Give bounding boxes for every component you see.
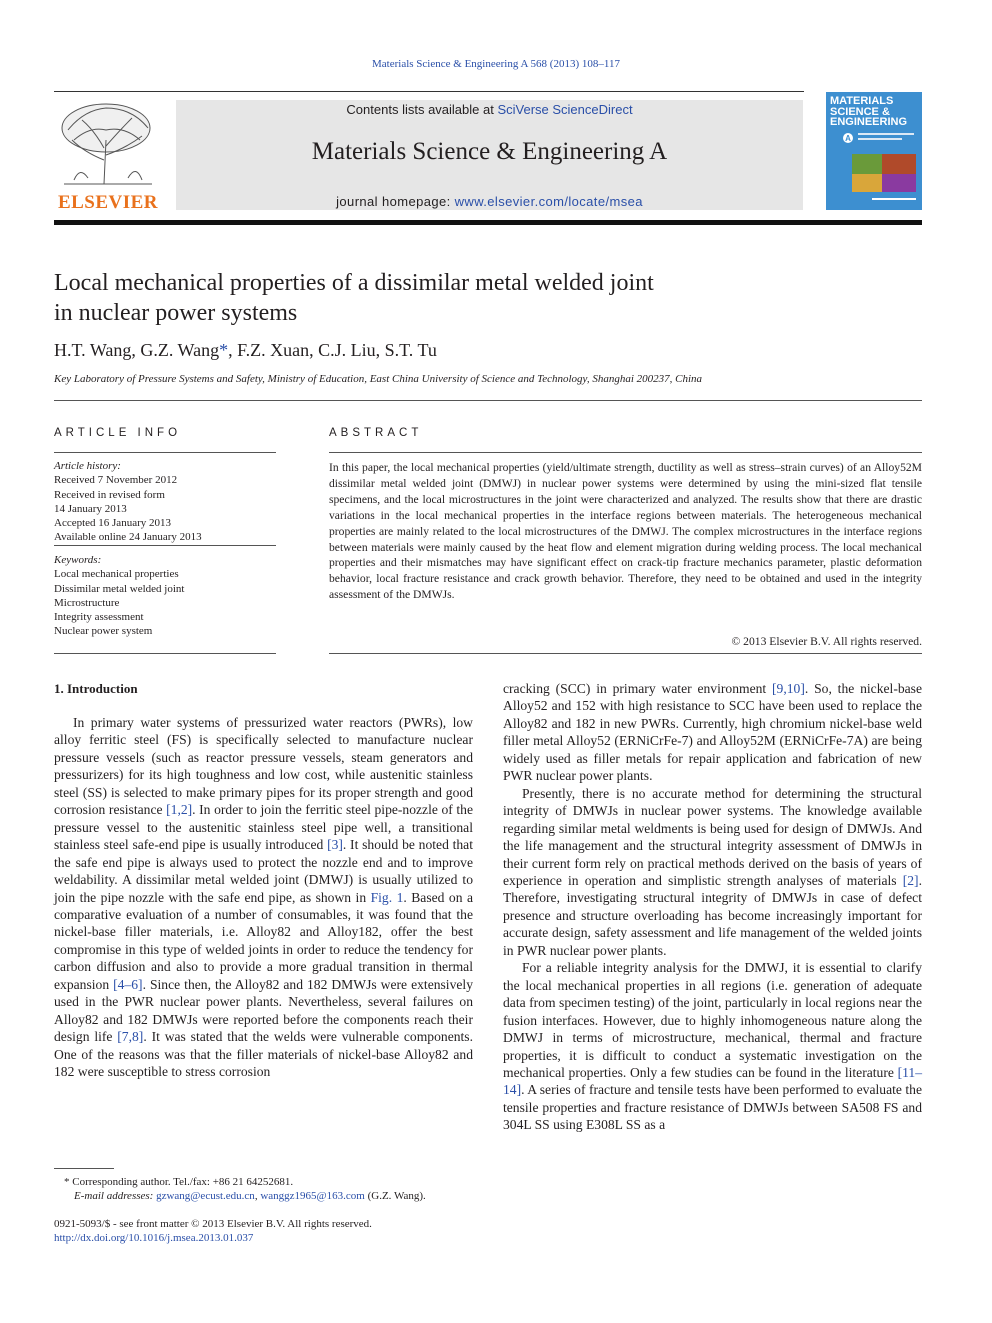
email-link-1[interactable]: gzwang@ecust.edu.cn: [156, 1190, 255, 1202]
journal-cover-thumbnail: [826, 92, 922, 210]
keyword-item: Nuclear power system: [54, 625, 153, 638]
citation-link[interactable]: [1,2]: [166, 802, 193, 818]
paper-title: [54, 268, 814, 328]
citation-link[interactable]: [7,8]: [117, 1029, 144, 1045]
journal-title: Materials Science & Engineering A: [311, 138, 668, 165]
intro-paragraph-1-continued: [503, 680, 922, 785]
body-text: . It should be noted that the safe end pipe is always used to protect the nozzle end and to improve weldability. A dissimilar metal welded joint (DMWJ) is usually utilized to join the pipe nozzle with the safe end pipe, as shown in: [54, 837, 473, 905]
body-text: . In order to join the ferritic steel pipe-nozzle of the pressure vessel to the austenitic stainless steel pipe well, a transitional stainless steel safe-end pipe is usually introduced: [54, 802, 474, 853]
journal-reference[interactable]: Materials Science & Engineering A 568 (2013) 108–117: [372, 58, 620, 70]
body-text: In primary water systems of pressurized water reactors (PWRs), low alloy ferritic steel (FS) is specifically selected to manufacture nuclear pressure vessels (such as reactor pressure vessels, steam generators and pressurizers) for its high toughness and low cost, while austenitic stainless steel (SS) is selected to make primary pipes for its proper strength and good corrosion resistance: [54, 715, 473, 818]
homepage-prefix: journal homepage:: [336, 194, 455, 209]
intro-paragraph-3: [503, 959, 922, 1134]
body-text: . Based on a comparative evaluation of a number of consumables, it was found that the nickel-base filler materials, i.e. Alloy82 and Alloy182, offer the best compromise in this type of welded joints in order to reduce the tendency for carbon diffusion and also to provide a more gradual transition in thermal expansion: [54, 889, 473, 992]
body-column-left: [54, 714, 473, 1081]
abstract-bottom-rule: [329, 653, 922, 654]
article-history: [54, 459, 276, 545]
citation-link[interactable]: [2]: [902, 872, 919, 888]
corresponding-author-footnote: * Corresponding author. Tel./fax: +86 21 64252681.: [64, 1176, 294, 1188]
citation-link[interactable]: [11–14]: [503, 1064, 922, 1098]
history-item: Received in revised form: [54, 488, 165, 501]
body-text: . A series of fracture and tensile tests have been performed to evaluate the tensile properties and fracture resistance of DMWJs between SA508 FS and 304L SS using E308L SS as a: [503, 1082, 922, 1133]
abstract-heading: ABSTRACT: [329, 427, 423, 439]
title-block-rule: [54, 400, 922, 401]
authors-after: , F.Z. Xuan, C.J. Liu, S.T. Tu: [228, 340, 437, 360]
issn-line: 0921-5093/$ - see front matter © 2013 Elsevier B.V. All rights reserved.: [54, 1218, 372, 1230]
contents-line: [176, 102, 803, 117]
article-info-rule: [54, 452, 276, 453]
history-item: Available online 24 January 2013: [54, 531, 202, 544]
body-text: . Therefore, investigating structural integrity of DMWJs in case of defect presence and structure overloading has become increasingly important for accurate design, safety assessment and life management of the welded joints in PWR nuclear power plants.: [503, 872, 922, 958]
copyright-notice: © 2013 Elsevier B.V. All rights reserved.: [731, 635, 922, 648]
keywords-block: [54, 553, 276, 639]
section-heading-introduction: 1. Introduction: [54, 681, 138, 696]
keyword-item: Local mechanical properties: [54, 568, 179, 581]
history-item: Received 7 November 2012: [54, 474, 178, 487]
keywords-label: Keywords:: [54, 554, 102, 566]
intro-paragraph-2: [503, 785, 922, 960]
cover-letter: A: [845, 134, 851, 143]
abstract-top-rule: [329, 452, 922, 453]
cover-image: [828, 132, 920, 206]
paper-title-line-1: Local mechanical properties of a dissimilar metal welded joint: [54, 270, 654, 296]
body-text: Presently, there is no accurate method for determining the structural integrity of DMWJs in nuclear power systems. The knowledge available regarding similar metal weldments is being used for design of DMWJs. And the life management and the structural integrity assessment of DMWJs in their current form rely on practical methods derived on the basis of years of experience in operation and simplistic strength analyses of materials: [503, 785, 922, 888]
citation-link[interactable]: [4–6]: [113, 976, 143, 992]
author-list: [54, 340, 437, 361]
body-text: . It was stated that the welds were vulnerable components. One of the reasons was that the filler materials of nickel-base Alloy82 and 182 were susceptible to stress corrosion: [54, 1029, 473, 1080]
elsevier-wordmark: ELSEVIER: [57, 192, 159, 213]
history-item: 14 January 2013: [54, 502, 127, 515]
email-label: E-mail addresses:: [74, 1190, 154, 1202]
doi-link[interactable]: http://dx.doi.org/10.1016/j.msea.2013.01.037: [54, 1232, 254, 1244]
citation-link[interactable]: [9,10]: [772, 681, 805, 696]
cover-title: MATERIALS SCIENCE & ENGINEERING: [830, 95, 908, 128]
footnote-rule: [54, 1168, 114, 1169]
paper-title-line-2: in nuclear power systems: [54, 300, 298, 326]
keyword-item: Dissimilar metal welded joint: [54, 582, 185, 595]
email-link-2[interactable]: wanggz1965@163.com: [260, 1190, 365, 1202]
history-label: Article history:: [54, 460, 121, 472]
corresponding-author-mark[interactable]: *: [219, 340, 229, 360]
keyword-item: Microstructure: [54, 596, 120, 609]
citation-link[interactable]: Fig. 1: [370, 889, 404, 905]
email-separator: ,: [254, 1190, 261, 1202]
contents-prefix: Contents lists available at: [346, 102, 498, 117]
email-suffix: (G.Z. Wang).: [364, 1190, 426, 1202]
article-info-heading: ARTICLE INFO: [54, 427, 182, 439]
affiliation: Key Laboratory of Pressure Systems and Safety, Ministry of Education, East China University of Science and Technology, Shanghai 200237, China: [54, 373, 703, 385]
keywords-rule: [54, 545, 276, 546]
homepage-line: [176, 194, 803, 209]
body-column-right: [503, 680, 922, 1134]
article-info-bottom-rule: [54, 653, 276, 654]
abstract-text: In this paper, the local mechanical properties (yield/ultimate strength, ductility as well as stress–strain curves) of an Alloy52M dissimilar metal welded joint (DMWJ) in nuclear power systems were determined by using the mini-sized flat tensile specimens, and the local microstructures in the joint were characterized and analyzed. The results show that there are drastic variations in the local mechanical properties in the interface regions between materials. The heterogeneous mechanical properties are mainly related to the local microstructures of the DMWJ. The complex microstructures in the interface regions between materials were mainly caused by the heat flow and element migration during welding process. The local mechanical properties and their mismatches may have significant effect on crack-tip fracture mechanics parameter, plastic deformation behavior, local fracture resistance and crack growth behavior. Therefore, they need to be obtained and used in the integrity assessment of the DMWJs.: [329, 461, 922, 602]
body-text: . Since then, the Alloy82 and 182 DMWJs were extensively used in the PWR nuclear power plants. Nevertheless, several failures on Alloy82 and 182 DMWJs were reported before the components reach their design life: [54, 976, 473, 1045]
body-text: . So, the nickel-base Alloy52 and 152 with high resistance to SCC have been used to replace the Alloy82 and 182 in new PWRs. Currently, high chromium nickel-base weld filler metal Alloy52 (ERNiCrFe-7) and Alloy52M (ERNiCrFe-7A) are being widely used as filler metals for repair application and fabrication of new PWR nuclear power plants.: [503, 681, 922, 784]
header-top-rule: [54, 91, 804, 92]
sciencedirect-link[interactable]: SciVerse ScienceDirect: [497, 102, 633, 117]
authors-before: H.T. Wang, G.Z. Wang: [54, 340, 220, 360]
homepage-link[interactable]: www.elsevier.com/locate/msea: [454, 194, 643, 209]
history-item: Accepted 16 January 2013: [54, 517, 171, 530]
header-bottom-rule: [54, 220, 922, 225]
citation-link[interactable]: [3]: [327, 837, 343, 853]
intro-paragraph-1: [54, 714, 473, 1081]
body-text: cracking (SCC) in primary water environment: [503, 681, 773, 696]
keyword-item: Integrity assessment: [54, 611, 144, 624]
body-text: For a reliable integrity analysis for the DMWJ, it is essential to clarify the local mechanical properties in all regions (i.e. generation of adequate data from specimen testing) of the joint, particularly in local regions near the fusion interfaces. However, due to highly inhomogeneous nature along the DMWJ in terms of microstructure, mechanical, thermal and fracture properties, it is difficult to conduct a systematic investigation on the mechanical properties. Only a few studies can be found in the literature: [503, 960, 922, 1080]
email-footnote: [54, 1189, 473, 1203]
